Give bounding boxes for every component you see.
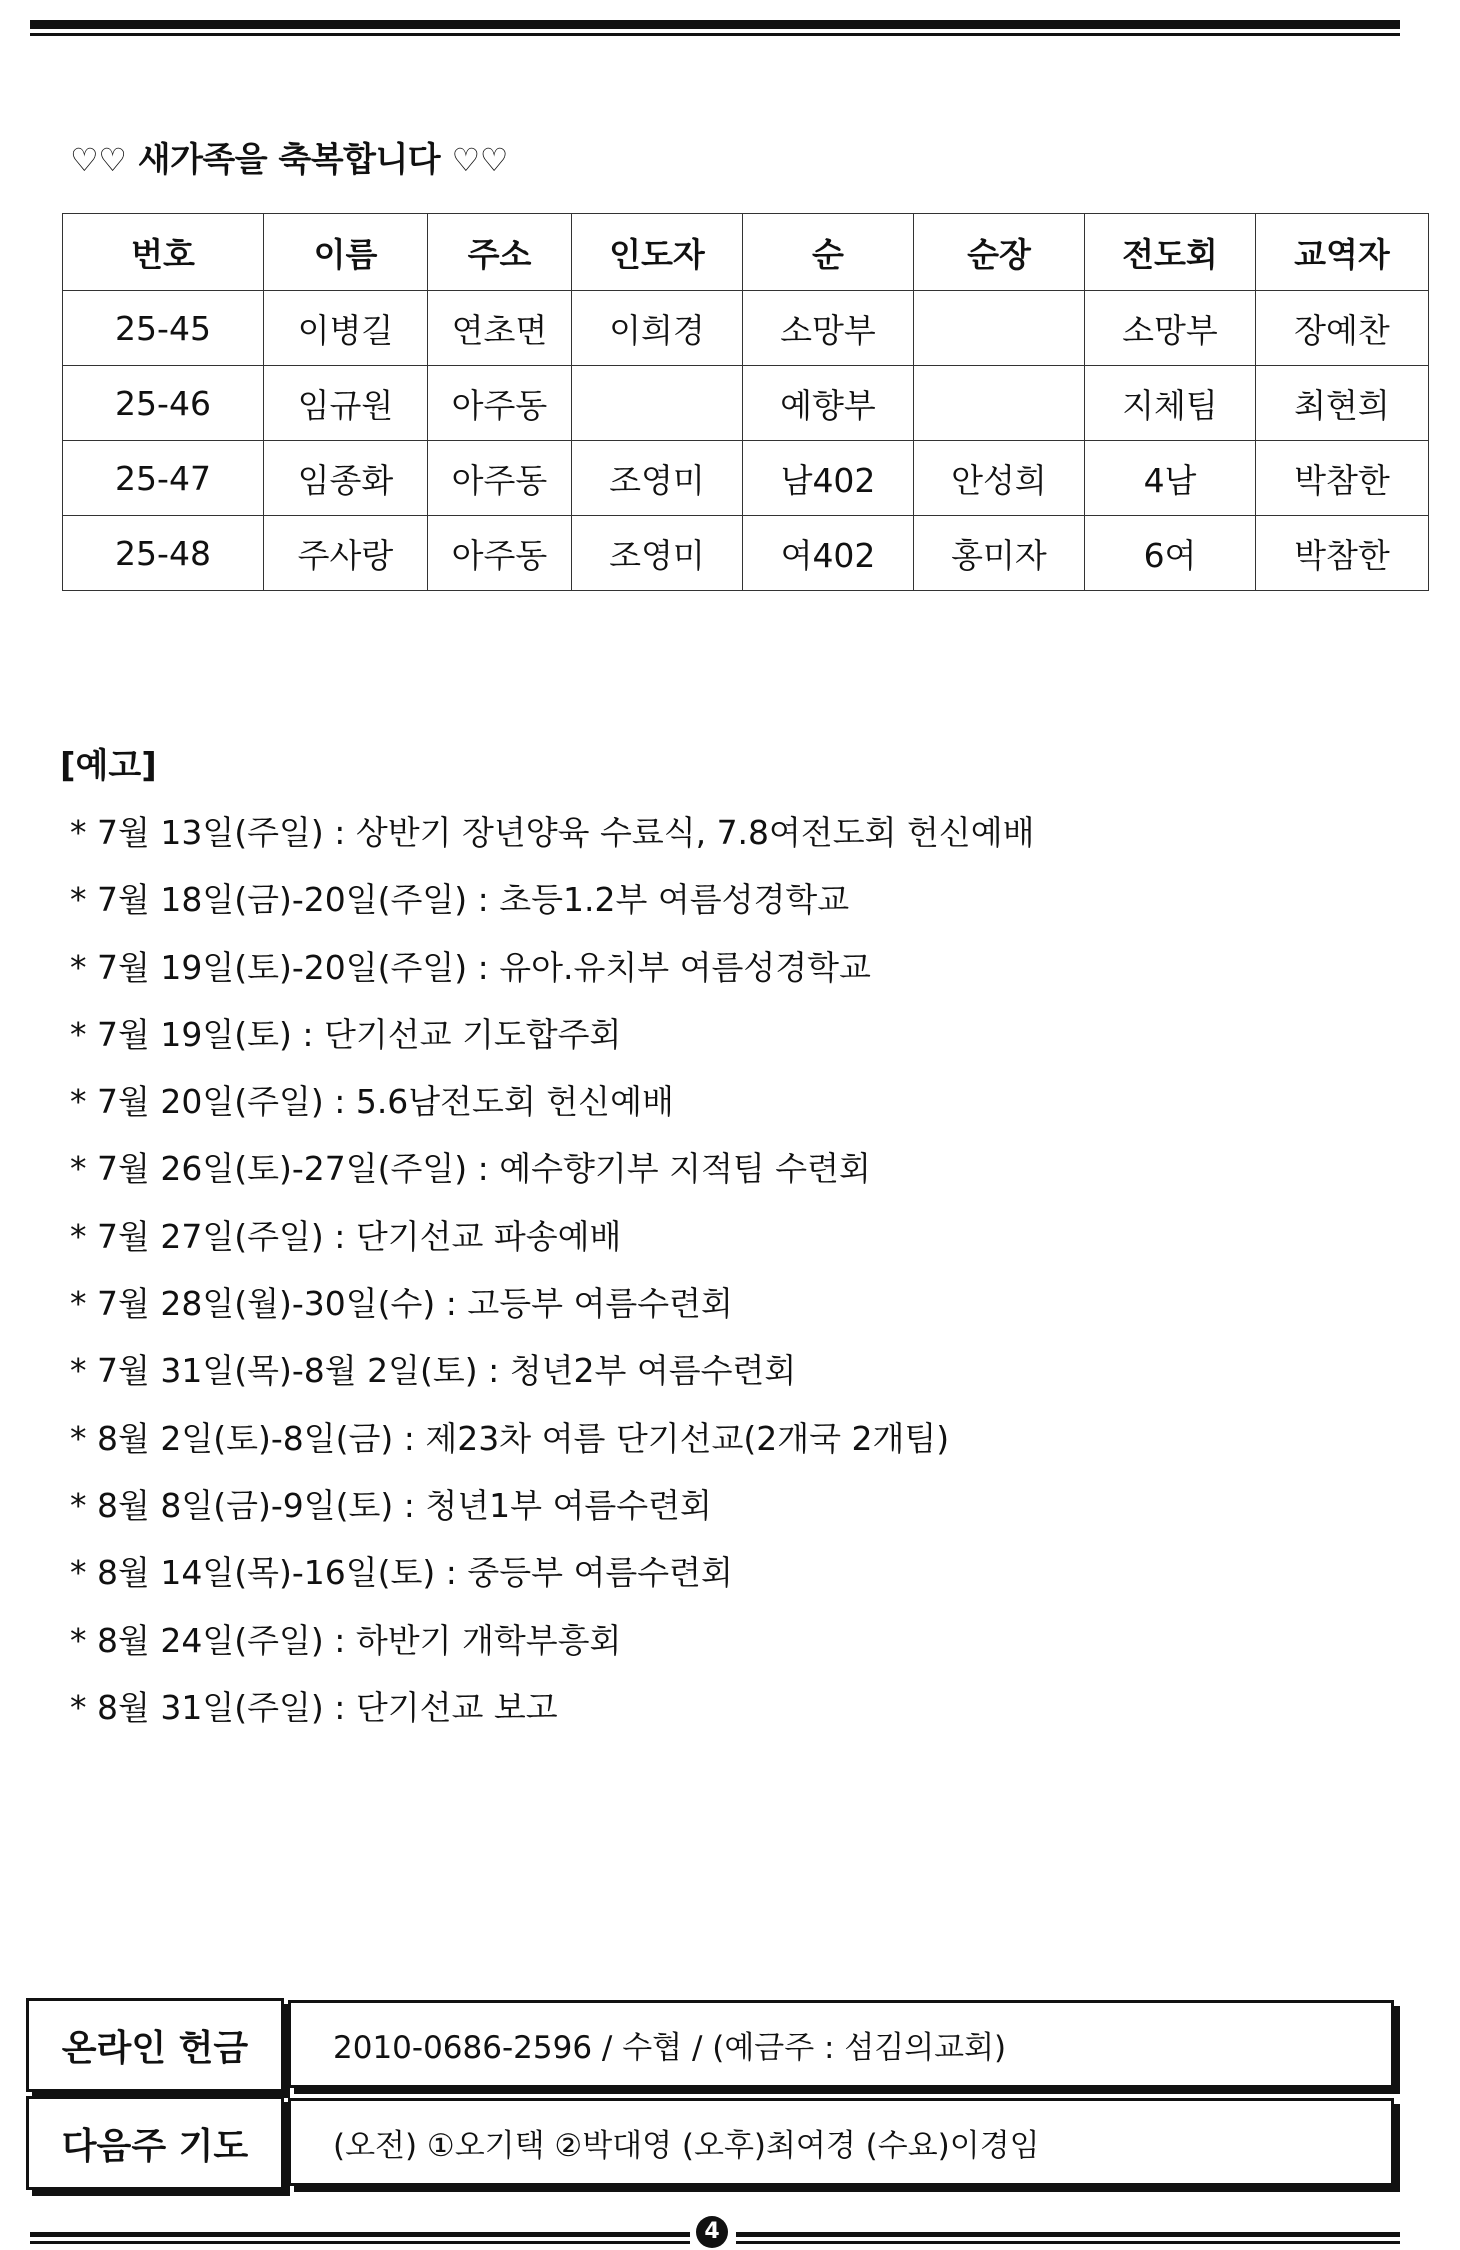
- table-row: [63, 366, 1429, 441]
- notice-list: [70, 808, 1035, 1750]
- column-header: 번호: [63, 214, 264, 291]
- table-cell: 임종화: [264, 441, 428, 516]
- notice-item: * 8월 31일(주일) : 단기선교 보고: [70, 1687, 558, 1727]
- table-header-row: [63, 214, 1429, 291]
- next-prayer-label: 다음주 기도: [26, 2096, 284, 2190]
- heart-icon: ♡: [98, 141, 127, 179]
- column-header: 인도자: [572, 214, 743, 291]
- bottom-rule-right-thin: [736, 2241, 1400, 2244]
- table-cell: 장예찬: [1256, 291, 1429, 366]
- table-cell: 예향부: [743, 366, 914, 441]
- table-cell: 아주동: [428, 516, 572, 591]
- top-rule-thick: [30, 20, 1400, 29]
- table-cell: 지체팀: [1085, 366, 1256, 441]
- table-row: [63, 516, 1429, 591]
- notice-item: * 7월 27일(주일) : 단기선교 파송예배: [70, 1216, 622, 1256]
- table-cell: 조영미: [572, 516, 743, 591]
- table-cell: 주사랑: [264, 516, 428, 591]
- table-cell: 박참한: [1256, 516, 1429, 591]
- heart-icon: ♡: [451, 141, 480, 179]
- table-cell: 조영미: [572, 441, 743, 516]
- table-cell: 소망부: [1085, 291, 1256, 366]
- table-cell: 25-46: [63, 366, 264, 441]
- table-cell: 안성희: [914, 441, 1085, 516]
- column-header: 순장: [914, 214, 1085, 291]
- notice-item: * 7월 20일(주일) : 5.6남전도회 헌신예배: [70, 1082, 674, 1122]
- bottom-rule-left-thin: [30, 2241, 690, 2244]
- bottom-rule-left-thick: [30, 2232, 690, 2237]
- table-row: [63, 441, 1429, 516]
- notice-item: * 7월 26일(토)-27일(주일) : 예수향기부 지적팀 수련회: [70, 1149, 871, 1189]
- table-cell: 여402: [743, 516, 914, 591]
- notice-item: * 7월 28일(월)-30일(수) : 고등부 여름수련회: [70, 1284, 733, 1324]
- table-cell: 아주동: [428, 441, 572, 516]
- new-family-table: [62, 213, 1429, 591]
- table-cell: 임규원: [264, 366, 428, 441]
- table-cell: 소망부: [743, 291, 914, 366]
- table-cell: [914, 291, 1085, 366]
- column-header: 이름: [264, 214, 428, 291]
- table-cell: [572, 366, 743, 441]
- notice-item: * 7월 18일(금)-20일(주일) : 초등1.2부 여름성경학교: [70, 880, 850, 920]
- notice-item: * 7월 19일(토)-20일(주일) : 유아.유치부 여름성경학교: [70, 947, 871, 987]
- new-family-title-text: 새가족을 축복합니다: [137, 140, 441, 180]
- notice-item: * 8월 2일(토)-8일(금) : 제23차 여름 단기선교(2개국 2개팀): [70, 1418, 950, 1458]
- table-cell: 박참한: [1256, 441, 1429, 516]
- new-family-title: [70, 132, 508, 181]
- heart-icon: ♡: [479, 141, 508, 179]
- table-cell: 홍미자: [914, 516, 1085, 591]
- table-cell: 남402: [743, 441, 914, 516]
- notice-item: * 8월 8일(금)-9일(토) : 청년1부 여름수련회: [70, 1485, 712, 1525]
- notice-item: * 8월 24일(주일) : 하반기 개학부흥회: [70, 1620, 622, 1660]
- column-header: 순: [743, 214, 914, 291]
- column-header: 교역자: [1256, 214, 1429, 291]
- table-cell: 이병길: [264, 291, 428, 366]
- table-cell: 4남: [1085, 441, 1256, 516]
- notice-item: * 8월 14일(목)-16일(토) : 중등부 여름수련회: [70, 1553, 733, 1593]
- table-row: [63, 291, 1429, 366]
- table-cell: 25-47: [63, 441, 264, 516]
- table-cell: 25-45: [63, 291, 264, 366]
- table-cell: [914, 366, 1085, 441]
- notice-item: * 7월 19일(토) : 단기선교 기도합주회: [70, 1014, 622, 1054]
- notice-item: * 7월 13일(주일) : 상반기 장년양육 수료식, 7.8여전도회 헌신예배: [70, 813, 1035, 852]
- table-cell: 연초면: [428, 291, 572, 366]
- table-cell: 최현희: [1256, 366, 1429, 441]
- table-cell: 6여: [1085, 516, 1256, 591]
- table-cell: 25-48: [63, 516, 264, 591]
- page-number: 4: [696, 2216, 728, 2248]
- top-rule-thin: [30, 33, 1400, 36]
- table-cell: 이희경: [572, 291, 743, 366]
- column-header: 주소: [428, 214, 572, 291]
- column-header: 전도회: [1085, 214, 1256, 291]
- next-prayer-names: (오전) ①오기택 ②박대영 (오후)최여경 (수요)이경임: [288, 2098, 1394, 2186]
- notice-item: * 7월 31일(목)-8월 2일(토) : 청년2부 여름수련회: [70, 1351, 797, 1391]
- bottom-rule-right-thick: [736, 2232, 1400, 2237]
- online-offering-account: 2010-0686-2596 / 수협 / (예금주 : 섬김의교회): [288, 2000, 1394, 2088]
- heart-icon: ♡: [70, 141, 99, 179]
- notice-heading: [예고]: [60, 746, 157, 786]
- online-offering-label: 온라인 헌금: [26, 1998, 284, 2092]
- table-cell: 아주동: [428, 366, 572, 441]
